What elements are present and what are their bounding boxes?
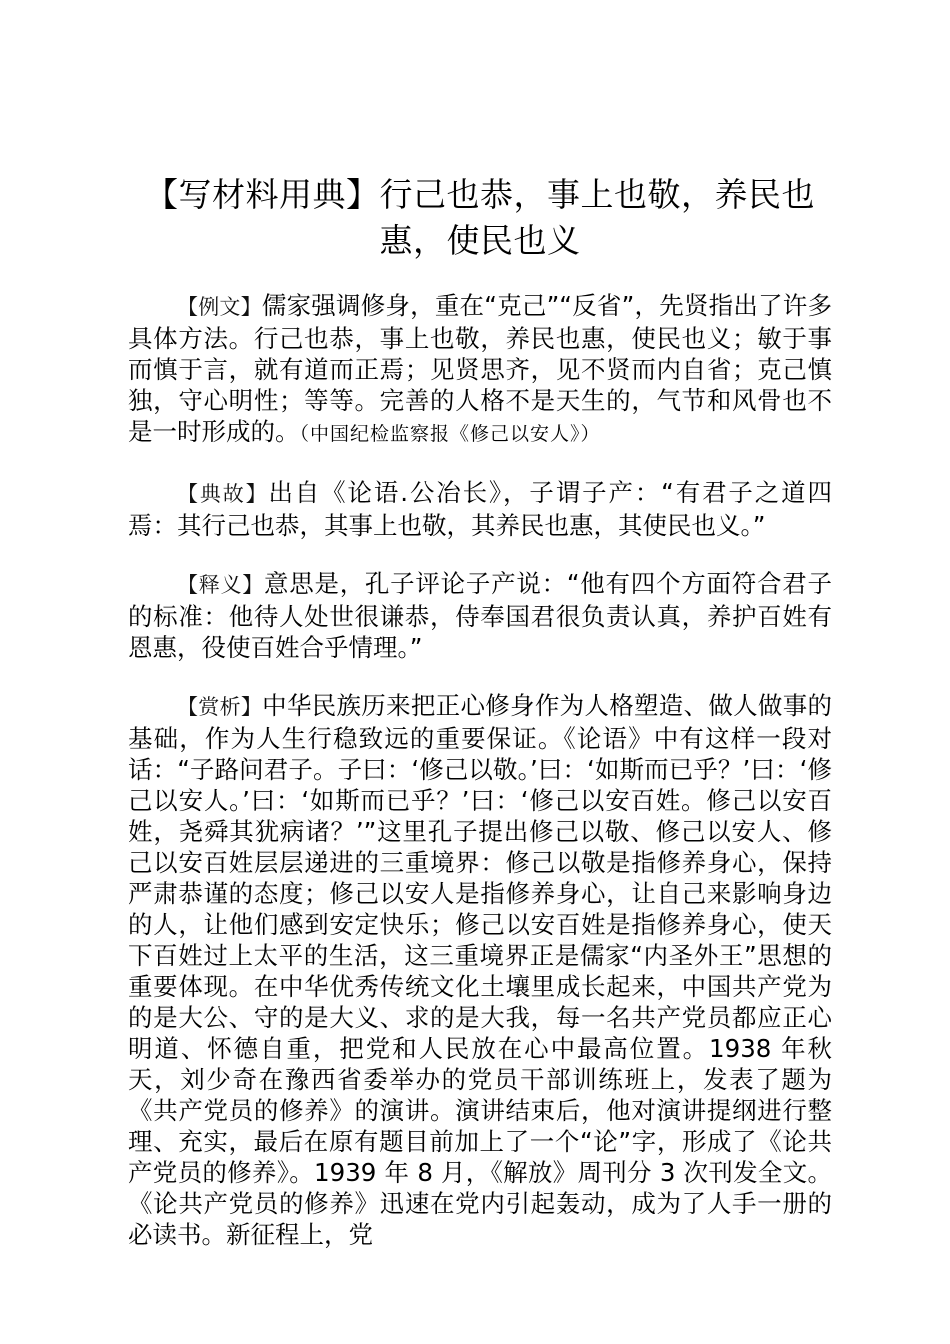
document-page [128, 172, 832, 1277]
meaning-tag: 【释义】 [177, 573, 264, 597]
appreciation-tag: 【赏析】 [177, 695, 263, 719]
appreciation-paragraph [128, 690, 832, 1250]
allusion-text: 出自《论语.公冶长》，子谓子产：“有君子之道四焉：其行己也恭，其事上也敬，其养民也惠，其使民也义。” [128, 478, 833, 540]
allusion-paragraph [128, 477, 832, 541]
meaning-paragraph [128, 568, 832, 663]
example-tag: 【例文】 [177, 295, 262, 319]
example-text: 儒家强调修身，重在“克己”“反省”，先贤指出了许多具体方法。行己也恭，事上也敬，养民也惠，使民也义；敏于事而慎于言，就有道而正焉；见贤思齐，见不贤而内自省；克己慎独，守心明性；等等。完善的人格不是天生的，气节和风骨也不是一时形成的。 [128, 291, 832, 446]
example-paragraph [128, 290, 832, 450]
meaning-text: 意思是，孔子评论子产说：“他有四个方面符合君子的标准：他待人处世很谦恭，侍奉国君很负责认真，养护百姓有恩惠，役使百姓合乎情理。” [128, 569, 832, 662]
allusion-tag: 【典故】 [177, 482, 269, 506]
appreciation-text: 中华民族历来把正心修身作为人格塑造、做人做事的基础，作为人生行稳致远的重要保证。《论语》中有这样一段对话：“子路问君子。子曰：‘修己以敬。’曰：‘如斯而已乎？’曰：‘修己以安人。’曰：‘如斯而已乎？’曰：‘修己以安百姓。修己以安百姓，尧舜其犹病诸？’”这里孔子提出修己以敬、修己以安人、修己以安百姓层层递进的三重境界：修己以敬是指修养身心，保持严肃恭谨的态度；修己以安人是指修养身心，让自己来影响身边的人，让他们感到安定快乐；修己以安百姓是指修养身心，使天下百姓过上太平的生活，这三重境界正是儒家“内圣外王”思想的重要体现。在中华优秀传统文化土壤里成长起来，中国共产党为的是大公、守的是大义、求的是大我，每一名共产党员都应正心明道、怀德自重，把党和人民放在心中最高位置。1938 年秋天，刘少奇在豫西省委举办的党员干部训练班上，发表了题为《共产党员的修养》的演讲。演讲结束后，他对演讲提纲进行整理、充实，最后在原有题目前加上了一个“论”字，形成了《论共产党员的修养》。1939 年 8 月，《解放》周刊分 3 次刊发全文。《论共产党员的修养》迅速在党内引起轰动，成为了人手一册的必读书。新征程上，党 [128, 691, 832, 1249]
example-source: （中国纪检监察报《修己以安人》） [299, 423, 601, 445]
document-title: 【写材料用典】行己也恭，事上也敬，养民也惠，使民也义 [145, 175, 815, 260]
